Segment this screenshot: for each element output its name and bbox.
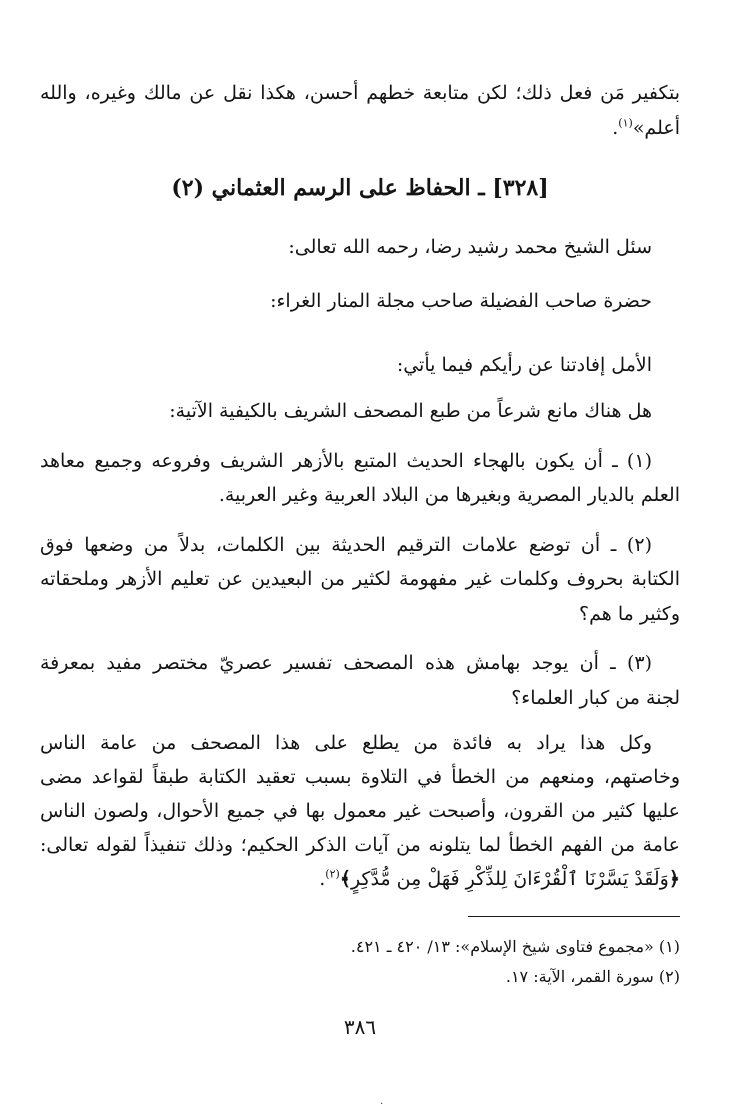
quran-verse-text: وَلَقَدْ يَسَّرْنَا ٱلْقُرْءَانَ لِلذِّكْرِ فَهَلْ مِن مُّدَّكِرٍ (350, 868, 669, 890)
item-3-line-1: (٣) ـ أن يوجد بهامش هذه المصحف تفسير عصريّ مختصر مفيد بمعرفة (40, 652, 652, 674)
footnote-separator (468, 916, 680, 917)
top-paragraph-line-1: بتكفير مَن فعل ذلك؛ لكن متابعة خطهم أحسن، هكذا نقل عن مالك وغيره، والله (40, 82, 680, 104)
quran-verse-line (319, 864, 680, 894)
item-3-line-2: لجنة من كبار العلماء؟ (511, 687, 680, 709)
item-2-line-1: (٢) ـ أن توضع علامات الترقيم الحديثة بين الكلمات، بدلاً من وضعها فوق (40, 534, 652, 556)
top-paragraph-line-2 (612, 113, 680, 143)
final-paragraph-line-1: وكل هذا يراد به فائدة من يطلع على هذا المصحف من عامة الناس (40, 732, 652, 754)
asked-line: سئل الشيخ محمد رشيد رضا، رحمه الله تعالى: (288, 236, 652, 258)
verse-end: . (319, 868, 326, 890)
verse-close-brace: ﴾ (339, 868, 351, 890)
final-paragraph-line-2: وخاصتهم، ومنعهم من الخطأ في التلاوة بسبب تعقيد الكتابة طبقاً لقواعد مضى (40, 766, 680, 788)
footnote-2: (٢) سورة القمر، الآية: ١٧. (505, 967, 680, 986)
document-page (40, 0, 680, 1113)
verse-open-brace: ﴿ (668, 868, 680, 890)
final-paragraph-line-3: عليها كثير من القرون، وأصبحت غير معمول بها في جميع الأحوال، ولصون الناس (40, 800, 680, 822)
item-2-line-3: وكثير ما هم؟ (579, 603, 680, 625)
section-title: [٣٢٨] ـ الحفاظ على الرسم العثماني (٢) (171, 175, 549, 201)
item-1-line-1: (١) ـ أن يكون بالهجاء الحديث المتبع بالأزهر الشريف وفروعه وجميع معاهد (40, 450, 652, 472)
address-line: حضرة صاحب الفضيلة صاحب مجلة المنار الغراء: (270, 290, 652, 312)
question-line: هل هناك مانع شرعاً من طبع المصحف الشريف بالكيفية الآتية: (169, 400, 652, 422)
footnote-ref-2: (٢) (325, 867, 340, 881)
hope-line: الأمل إفادتنا عن رأيكم فيما يأتي: (396, 354, 652, 376)
item-2-line-2: الكتابة بحروف وكلمات غير مفهومة لكثير من البعيدين عن تعليم الأزهر وملحقاته (40, 568, 680, 590)
footnote-ref-1: (١) (618, 116, 633, 130)
item-1-line-2: العلم بالديار المصرية وبغيرها من البلاد العربية وغير العربية. (218, 484, 680, 506)
final-paragraph-line-4: عامة من الفهم الخطأ لما يتلونه من آيات الذكر الحكيم؛ وذلك تنفيذاً لقوله تعالى: (40, 834, 680, 856)
top-paragraph-line-2-end: . (612, 117, 619, 139)
footnote-1: (١) «مجموع فتاوى شيخ الإسلام»: ١٣/ ٤٢٠ ـ ٤٢١. (350, 937, 680, 956)
bottom-mark: · (380, 1099, 384, 1110)
page-number: ٣٨٦ (343, 1015, 377, 1039)
top-paragraph-line-2-text: أعلم» (632, 117, 680, 139)
